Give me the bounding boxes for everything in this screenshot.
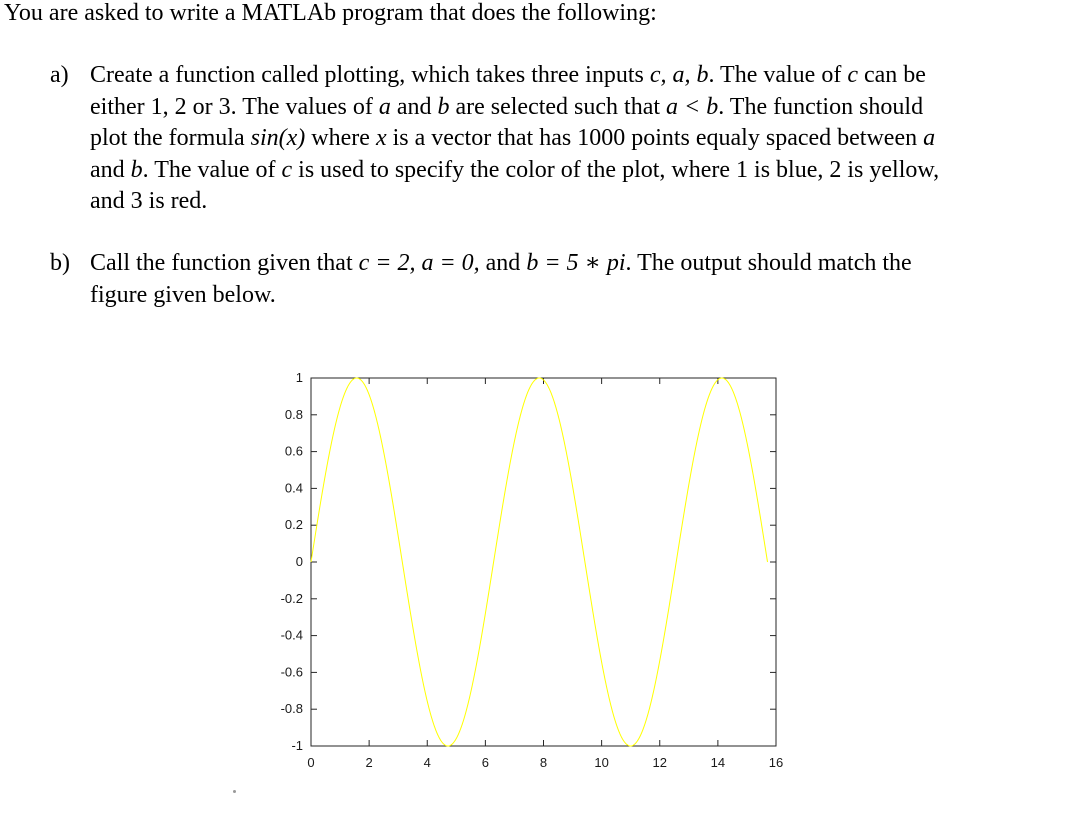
y-tick-label: 1 bbox=[295, 370, 303, 385]
part-b-marker: b) bbox=[50, 250, 70, 276]
y-tick-label: 0.6 bbox=[284, 443, 303, 459]
x-tick-label: 10 bbox=[594, 755, 609, 770]
part-a-line-5: and 3 is red. bbox=[90, 188, 208, 214]
y-tick-label: -0.8 bbox=[280, 701, 303, 717]
stray-mark bbox=[233, 790, 236, 793]
plot-axes bbox=[311, 378, 776, 746]
x-tick-label: 0 bbox=[307, 755, 315, 770]
plot-frame bbox=[311, 378, 776, 746]
y-tick-label: -1 bbox=[291, 738, 303, 753]
x-tick-label: 4 bbox=[423, 755, 431, 770]
part-b-line-2: figure given below. bbox=[90, 281, 276, 308]
part-a-line-1: Create a function called plotting, which takes three inputs c, a, b. The value of c can be bbox=[90, 62, 926, 88]
x-tick-label: 12 bbox=[652, 755, 667, 770]
intro-text: You are asked to write a MATLAb program that does the following: bbox=[4, 0, 657, 26]
y-tick-label: -0.4 bbox=[280, 627, 303, 643]
y-tick-label: 0.8 bbox=[284, 406, 303, 422]
part-a-line-4: and b. The value of c is used to specify the color of the plot, where 1 is blue, 2 is yellow, bbox=[90, 156, 940, 183]
x-tick-label: 8 bbox=[539, 755, 548, 770]
y-tick-label: -0.6 bbox=[280, 664, 303, 680]
x-tick-label: 16 bbox=[768, 755, 784, 770]
part-a-line-2: either 1, 2 or 3. The values of a and b are selected such that a < b. The function should bbox=[90, 93, 924, 120]
x-tick-label: 6 bbox=[481, 755, 489, 770]
x-tick-label: 2 bbox=[365, 755, 373, 770]
y-tick-label: 0 bbox=[295, 554, 303, 569]
part-a-line-3: plot the formula sin(x) where x is a vector that has 1000 points equaly spaced between a bbox=[90, 125, 936, 151]
part-b-line-1: Call the function given that c = 2, a = 0, and b = 5 ∗ pi. The output should match the bbox=[90, 250, 912, 276]
y-tick-label: -0.2 bbox=[280, 590, 303, 606]
part-a-marker: a) bbox=[50, 62, 69, 88]
x-tick-label: 14 bbox=[710, 755, 726, 770]
y-tick-label: 0.2 bbox=[284, 517, 303, 533]
y-tick-label: 0.4 bbox=[284, 480, 303, 496]
